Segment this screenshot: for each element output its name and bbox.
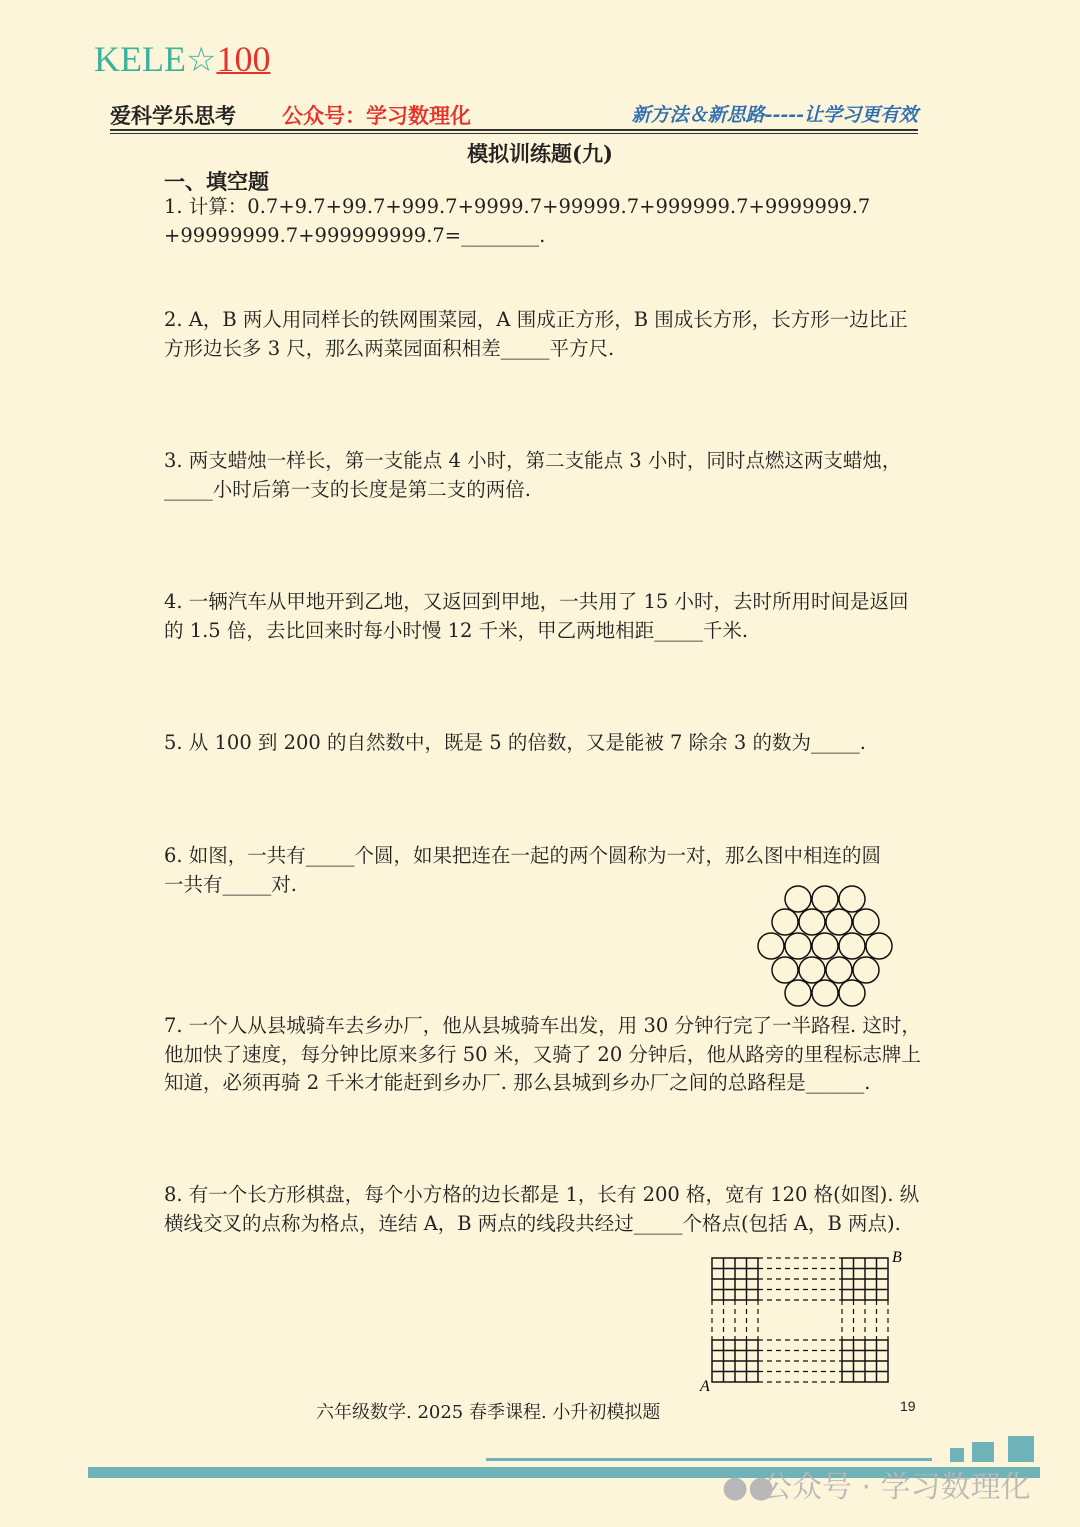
question-5: 5. 从 100 到 200 的自然数中，既是 5 的倍数，又是能被 7 除余 3 的数为_____. [164, 731, 866, 754]
question-7: 7. 一个人从县城骑车去乡办厂，他从县城骑车出发，用 30 分钟行完了一半路程. 这时，他加快了速度，每分钟比原来多行 50 米，又骑了 20 分钟后，他从路旁的里程标志牌上知道，必须再骑 2 千米才能赶到乡办厂. 那么县城到乡办厂之间的总路程是______. [164, 1014, 921, 1094]
page-number: 19 [900, 1398, 916, 1414]
star-icon: ☆ [185, 42, 217, 79]
question-2: 2. A，B 两人用同样长的铁网围菜园，A 围成正方形，B 围成长方形，长方形一边比正方形边长多 3 尺，那么两菜园面积相差_____平方尺. [164, 308, 908, 360]
header-row [110, 100, 918, 128]
chat-icon: ●● [722, 1470, 775, 1505]
question-1: 1. 计算：0.7+9.7+99.7+999.7+9999.7+99999.7+999999.7+9999999.7 +99999999.7+999999999.7=________. [164, 195, 871, 247]
logo-number: 100 [216, 39, 271, 79]
header-rule-thin [110, 133, 918, 134]
question-8: 8. 有一个长方形棋盘，每个小方格的边长都是 1，长有 200 格，宽有 120 格(如图). 纵横线交叉的点称为格点，连结 A，B 两点的线段共经过_____个格点(包括 A，B 两点). [164, 1183, 920, 1235]
header-rule [110, 129, 918, 131]
watermark [722, 1462, 1031, 1506]
footer-square-large [1008, 1436, 1034, 1462]
question-3: 3. 两支蜡烛一样长，第一支能点 4 小时，第二支能点 3 小时，同时点燃这两支蜡烛，_____小时后第一支的长度是第二支的两倍. [164, 449, 902, 501]
logo [94, 38, 270, 80]
header-account: 公众号：学习数理化 [282, 103, 471, 128]
point-b-label: B [892, 1249, 902, 1266]
point-a-label: A [700, 1378, 710, 1394]
footer-thin-bar [486, 1458, 932, 1461]
footer-square-medium [972, 1442, 994, 1462]
logo-kele: KELE [94, 39, 186, 79]
question-4: 4. 一辆汽车从甲地开到乙地，又返回到甲地，一共用了 15 小时，去时所用时间是返回的 1.5 倍，去比回来时每小时慢 12 千米，甲乙两地相距_____千米. [164, 590, 909, 642]
footer-square-small [950, 1448, 964, 1462]
header-slogan: 爱科学乐思考 [110, 103, 236, 128]
watermark-text: 公众号 · 学习数理化 [762, 1470, 1031, 1505]
circles-figure [755, 884, 897, 1008]
header-motto: 新方法＆新思路-----让学习更有效 [631, 104, 918, 126]
section-heading: 一、填空题 [164, 169, 269, 194]
question-6: 6. 如图，一共有_____个圆，如果把连在一起的两个圆称为一对，那么图中相连的圆一共有_____对. [164, 844, 882, 896]
page-title: 模拟训练题(九) [467, 141, 613, 166]
grid-figure [692, 1246, 908, 1394]
footer-text: 六年级数学. 2025 春季课程. 小升初模拟题 [316, 1402, 661, 1423]
